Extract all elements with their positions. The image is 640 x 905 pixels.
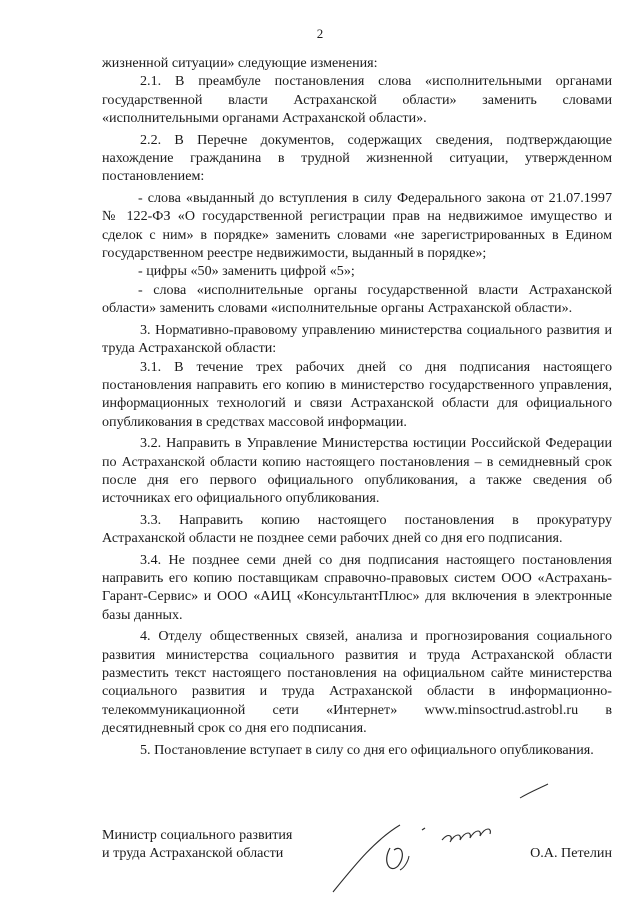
- signatory-position: [102, 826, 292, 863]
- position-line: Министр социального развития: [102, 827, 293, 843]
- paragraph: 3.3. Направить копию настоящего постановления в прокуратуру Астраханской области не позднее семи рабочих дней со дня его подписания.: [102, 511, 612, 547]
- list-item: - слова «исполнительные органы государственной власти Астраханской области» заменить словами «исполнительные органы Астраханской области».: [102, 281, 612, 317]
- position-line: и труда Астраханской области: [102, 845, 284, 862]
- paragraph: 2.1. В преамбуле постановления слова «исполнительными органами государственной власти Астраханской области» заменить словами «исполнительными органами Астраханской области».: [102, 73, 612, 127]
- paragraph: 3.4. Не позднее семи дней со дня подписания настоящего постановления направить его копию поставщикам справочно-правовых систем ООО «Астрахань-Гарант-Сервис» и ООО «АИЦ «КонсультантПлюс» для включения в электронные базы данных.: [102, 551, 612, 623]
- paragraph: жизненной ситуации» следующие изменения:: [102, 55, 378, 71]
- paragraph: 3.2. Направить в Управление Министерства юстиции Российской Федерации по Астраханской области копию настоящего постановления – в семидневный срок после дня его первого официального опубликования, а также сведения об источниках его официального опубликования.: [102, 435, 612, 507]
- paragraph: 5. Постановление вступает в силу со дня его официального опубликования.: [140, 741, 594, 758]
- handwritten-signature: [330, 770, 560, 900]
- page-number: 2: [316, 26, 324, 41]
- paragraph: 4. Отделу общественных связей, анализа и прогнозирования социального развития министерства социального развития и труда Астраханской области разместить текст настоящего постановления на официальном сайте министерства социального развития и труда Астраханской области в информационно-телекоммуникационной сети «Интернет» www.minsoctrud.astrobl.ru в десятидневный срок со дня его подписания.: [102, 628, 612, 737]
- paragraph: 2.2. В Перечне документов, содержащих сведения, подтверждающие нахождение гражданина в трудной жизненной ситуации, утвержденном постановлением:: [102, 131, 612, 185]
- list-item: - слова «выданный до вступления в силу Федерального закона от 21.07.1997 № 122-ФЗ «О государственной регистрации прав на недвижимое имущество и сделок с ним» в порядке» заменить словами «не зарегистрированных в Едином государственном реестре недвижимости, выданный в порядке»;: [102, 189, 612, 262]
- paragraph: 3. Нормативно-правовому управлению министерства социального развития и труда Астраханской области:: [102, 321, 612, 357]
- document-body: [102, 54, 612, 759]
- list-item: - цифры «50» заменить цифрой «5»;: [138, 263, 355, 280]
- paragraph: 3.1. В течение трех рабочих дней со дня подписания настоящего постановления направить его копию в министерство государственного управления, информационных технологий и связи Астраханской области для официального опубликования в средствах массовой информации.: [102, 358, 612, 430]
- signatory-name: О.А. Петелин: [530, 845, 612, 861]
